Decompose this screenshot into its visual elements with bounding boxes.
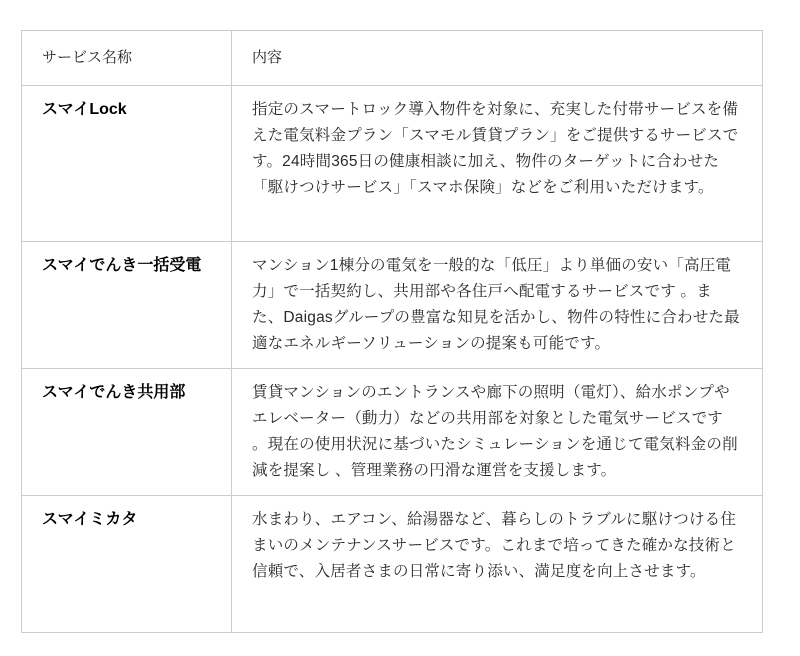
header-service-name: サービス名称 bbox=[22, 31, 232, 86]
service-description-cell: 指定のスマートロック導入物件を対象に、充実した付帯サービスを備えた電気料金プラン「スマモル賃貸プラン」をご提供するサービスです。24時間365日の健康相談に加え、物件のターゲットに合わせた「駆けつけサービス」「スマホ保険」などをご利用いただけます。 bbox=[232, 86, 763, 242]
service-name-cell: スマイミカタ bbox=[22, 496, 232, 633]
table-row bbox=[22, 242, 763, 369]
service-name-cell: スマイでんき共用部 bbox=[22, 369, 232, 496]
table-row bbox=[22, 496, 763, 633]
services-table-container bbox=[21, 30, 763, 633]
service-description-cell: マンション1棟分の電気を一般的な「低圧」より単価の安い「高圧電力」で一括契約し、共用部や各住戸へ配電するサービスです 。また、Daigasグループの豊富な知見を活かし、物件の特性に合わせた最適なエネルギーソリューションの提案も可能です。 bbox=[232, 242, 763, 369]
header-content: 内容 bbox=[232, 31, 763, 86]
service-name-cell: スマイでんき一括受電 bbox=[22, 242, 232, 369]
table-row bbox=[22, 86, 763, 242]
table-row bbox=[22, 369, 763, 496]
service-name-cell: スマイLock bbox=[22, 86, 232, 242]
service-description-cell: 賃貸マンションのエントランスや廊下の照明（電灯）、給水ポンプやエレベーター（動力）などの共用部を対象とした電気サービスです 。現在の使用状況に基づいたシミュレーションを通じて電気料金の削減を提案し 、管理業務の円滑な運営を支援します。 bbox=[232, 369, 763, 496]
table-header-row bbox=[22, 31, 763, 86]
services-table bbox=[21, 30, 763, 633]
service-description-cell: 水まわり、エアコン、給湯器など、暮らしのトラブルに駆けつける住まいのメンテナンスサービスです。これまで培ってきた確かな技術と信頼で、入居者さまの日常に寄り添い、満足度を向上させます。 bbox=[232, 496, 763, 633]
